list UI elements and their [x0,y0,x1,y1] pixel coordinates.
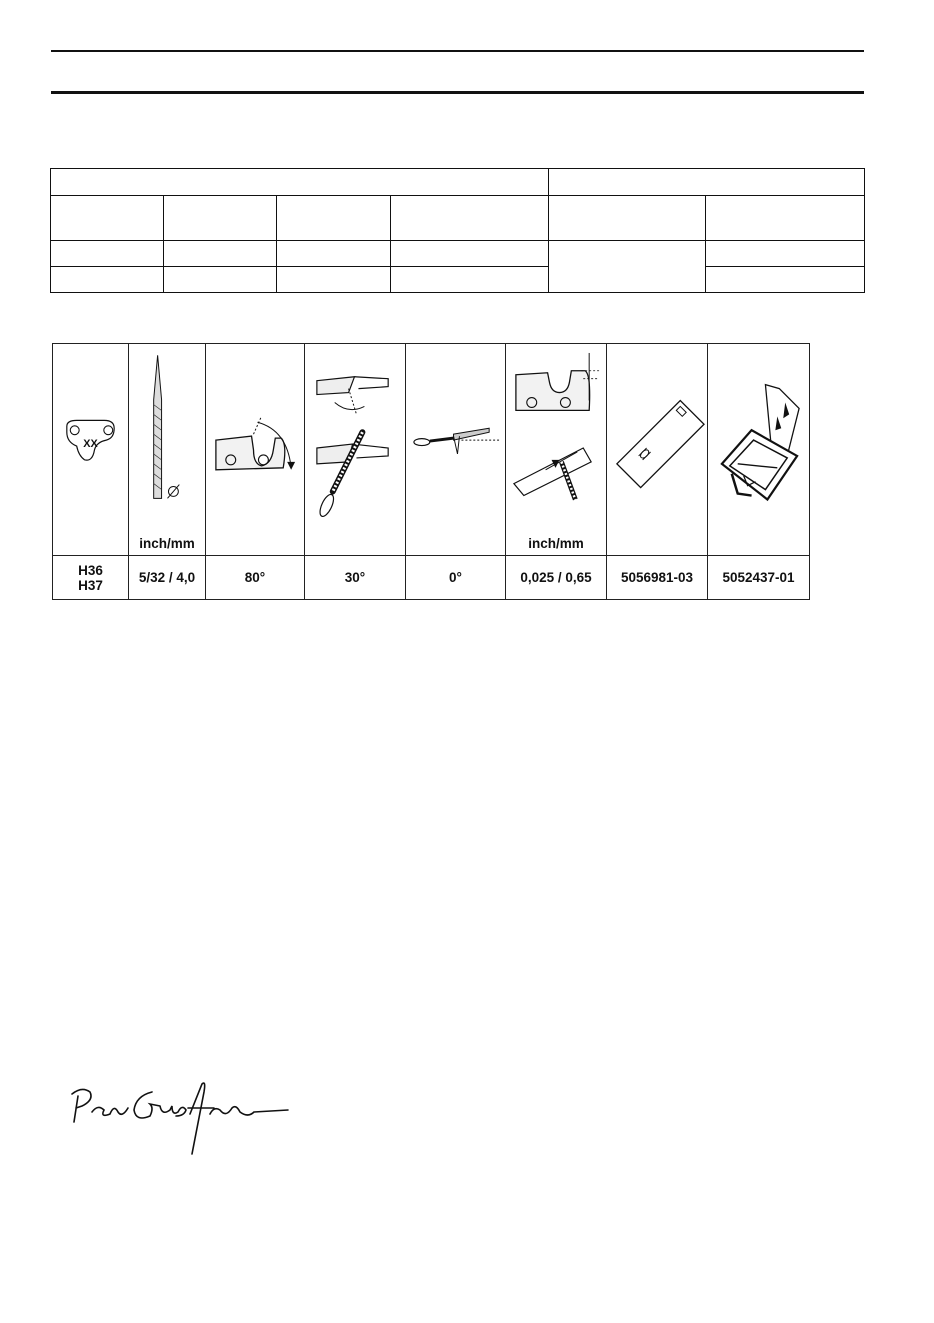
side-plate-angle-value: 0° [406,556,506,600]
top-plate-angle-icon [206,344,304,555]
file-holder-icon [406,344,505,555]
depth-gauge-unit: inch/mm [528,536,584,551]
side-plate-angle-cell [406,344,506,556]
header-rule-top [51,50,864,52]
filing-angle-value: 30° [305,556,406,600]
file-gauge-cell [708,344,810,556]
spec-cell [51,267,164,293]
spec-subheader-4 [391,196,549,241]
spec-header-right [549,169,865,196]
spec-cell [391,241,549,267]
cutter-marking-label: XX [83,438,98,451]
spec-cell [277,241,391,267]
spec-cell [51,241,164,267]
header-rule-bottom [51,91,864,94]
spec-cell [706,267,865,293]
file-gauge-icon [708,344,809,555]
filing-angle-cell [305,344,406,556]
filing-angle-icon [305,344,405,555]
cutter-marking-cell [53,344,129,556]
specification-table [50,168,865,293]
spec-subheader-6 [706,196,865,241]
chain-sharpening-table [52,343,810,600]
spec-cell [164,267,277,293]
spec-cell [164,241,277,267]
depth-gauge-value: 0,025 / 0,65 [506,556,607,600]
depth-gauge-tool-part: 5056981-03 [607,556,708,600]
signature [64,1078,294,1158]
spec-subheader-2 [164,196,277,241]
spec-subheader-1 [51,196,164,241]
chain-model: H37 [78,577,103,593]
chain-models-cell [53,556,129,600]
spec-cell [277,267,391,293]
depth-gauge-icon [506,344,606,555]
file-gauge-part: 5052437-01 [708,556,810,600]
depth-gauge-cell [506,344,607,556]
depth-gauge-tool-cell [607,344,708,556]
file-diameter-cell [129,344,206,556]
spec-cell [706,241,865,267]
top-plate-angle-cell [206,344,305,556]
spec-cell [391,267,549,293]
spec-subheader-5 [549,196,706,241]
spec-header-left [51,169,549,196]
top-plate-angle-value: 80° [206,556,305,600]
file-diameter-value: 5/32 / 4,0 [129,556,206,600]
round-file-icon [129,344,205,555]
drive-link-icon [53,344,128,555]
depth-gauge-tool-icon [607,344,707,555]
chain-model: H36 [78,562,103,578]
spec-merged-cell [549,241,706,293]
spec-subheader-3 [277,196,391,241]
file-diameter-unit: inch/mm [139,536,195,551]
